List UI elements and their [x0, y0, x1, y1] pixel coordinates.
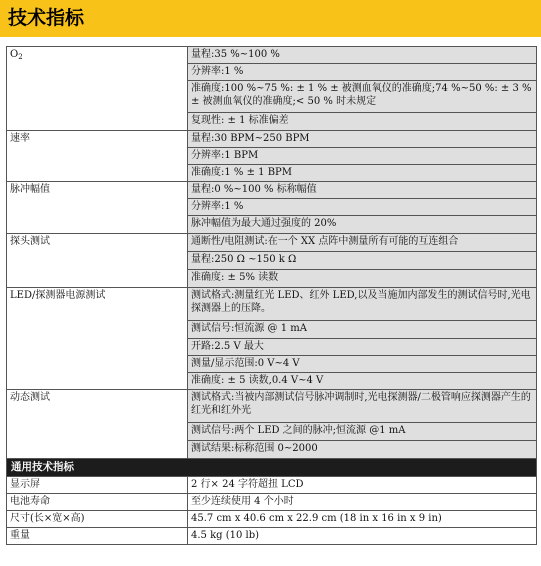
general-spec-row	[7, 494, 537, 511]
general-spec-name: 显示屏	[7, 477, 188, 494]
spec-category	[7, 390, 188, 459]
spec-value: 测试信号:恒流源 @ 1 mA	[188, 321, 537, 339]
spec-value: 准确度:1 % ± 1 BPM	[188, 165, 537, 182]
general-spec-value: 2 行× 24 字符超扭 LCD	[188, 477, 537, 494]
spec-value: 准确度: ± 5% 读数	[188, 270, 537, 288]
general-spec-value: 至少连续使用 4 个小时	[188, 494, 537, 511]
spec-value: 测试信号:两个 LED 之间的脉冲;恒流源 @1 mA	[188, 423, 537, 441]
spec-category-label: 探头测试	[10, 236, 50, 247]
spec-category-label: O	[10, 49, 19, 60]
spec-category	[7, 131, 188, 182]
spec-value: 测试结果:标称范围 0~2000	[188, 441, 537, 459]
spec-category-subscript: 2	[18, 53, 23, 61]
spec-value: 开路:2.5 V 最大	[188, 339, 537, 356]
spec-value: 通断性/电阻测试:在一个 XX 点阵中测量所有可能的互连组合	[188, 234, 537, 252]
spec-value: 量程:30 BPM~250 BPM	[188, 131, 537, 148]
general-spec-name: 重量	[7, 528, 188, 545]
general-spec-row	[7, 477, 537, 494]
spec-category	[7, 288, 188, 390]
spec-value: 测试格式:当被内部测试信号脉冲调制时,光电探测器/二极管响应探测器产生的红光和红外光	[188, 390, 537, 423]
general-spec-value: 45.7 cm x 40.6 cm x 22.9 cm (18 in x 16 in x 9 in)	[188, 511, 537, 528]
spec-category-label: 动态测试	[10, 392, 50, 403]
general-spec-value: 4.5 kg (10 lb)	[188, 528, 537, 545]
spec-row	[7, 234, 537, 252]
spec-value: 量程:250 Ω ~150 k Ω	[188, 252, 537, 270]
general-spec-row	[7, 528, 537, 545]
spec-table	[6, 46, 537, 545]
general-specs-header	[7, 459, 537, 477]
spec-category-label: LED/探测器电源测试	[10, 290, 106, 301]
spec-value: 量程:0 %~100 % 标称幅值	[188, 182, 537, 199]
spec-value: 测量/显示范围:0 V~4 V	[188, 356, 537, 373]
spec-value: 准确度:100 %~75 %: ± 1 % ± 被测血氧仪的准确度;74 %~50 %: ± 3 % ± 被测血氧仪的准确度;< 50 % 时未规定	[188, 81, 537, 113]
spec-value: 脉冲幅值为最大通过强度的 20%	[188, 216, 537, 234]
spec-value: 分辨率:1 %	[188, 199, 537, 216]
spec-category-label: 脉冲幅值	[10, 184, 50, 195]
spec-category	[7, 234, 188, 288]
general-spec-name: 尺寸(长×宽×高)	[7, 511, 188, 528]
spec-value: 分辨率:1 %	[188, 64, 537, 81]
general-spec-row	[7, 511, 537, 528]
spec-category	[7, 47, 188, 131]
spec-row	[7, 390, 537, 423]
spec-value: 测试格式:测量红光 LED、红外 LED,以及当施加内部发生的测试信号时,光电探测器上的压降。	[188, 288, 537, 321]
spec-row	[7, 288, 537, 321]
spec-row	[7, 47, 537, 64]
spec-value: 分辨率:1 BPM	[188, 148, 537, 165]
spec-category	[7, 182, 188, 234]
spec-value: 复现性: ± 1 标准偏差	[188, 113, 537, 131]
general-spec-name: 电池寿命	[7, 494, 188, 511]
spec-value: 准确度: ± 5 读数,0.4 V~4 V	[188, 373, 537, 390]
spec-category-label: 速率	[10, 133, 30, 144]
page-title: 技术指标	[8, 7, 85, 29]
spec-row	[7, 182, 537, 199]
header-bar	[0, 0, 541, 37]
spec-value: 量程:35 %~100 %	[188, 47, 537, 64]
spec-row	[7, 131, 537, 148]
general-specs-title: 通用技术指标	[7, 459, 537, 477]
